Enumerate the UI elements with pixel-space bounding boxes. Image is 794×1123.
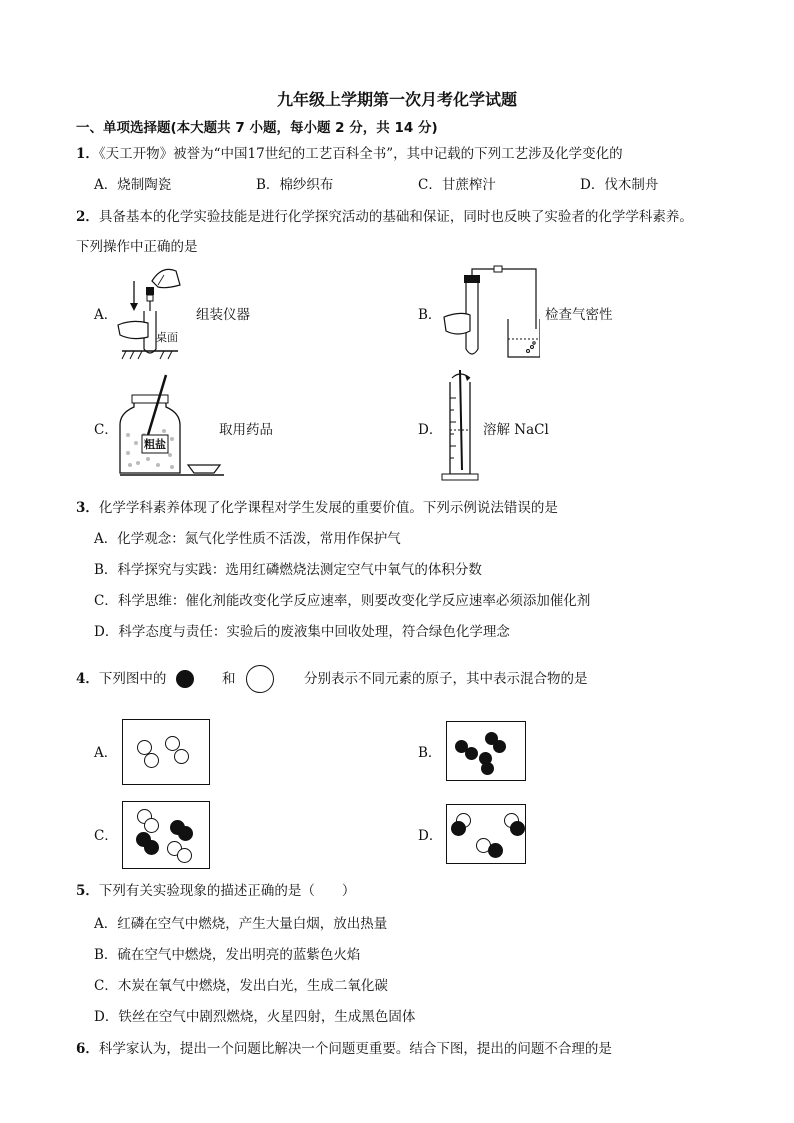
dissolve-nacl-figure (438, 368, 482, 484)
desk-label: 桌面 (156, 331, 178, 344)
option-c: C．木炭在氧气中燃烧，发出白光，生成二氧化碳 (94, 978, 388, 994)
atom (144, 753, 159, 768)
option-c: C．甘蔗榨汁 (418, 177, 496, 193)
question-text: 《天工开物》被誉为“中国17世纪的工艺百科全书”，其中记载的下列工艺涉及化学变化的 (98, 146, 623, 162)
atom (144, 818, 159, 833)
atom (488, 843, 503, 858)
option-c: C．科学思维：催化剂能改变化学反应速率，则要改变化学反应速率必须添加催化剂 (94, 593, 591, 609)
option-b-label: B． (418, 745, 442, 761)
option-d: D．铁丝在空气中剧烈燃烧，火星四射，生成黑色固体 (94, 1009, 416, 1025)
question-text: 下列有关实验现象的描述正确的是（ ） (98, 883, 356, 899)
option-b-label: B． (418, 307, 442, 323)
question-2-stem-line2: 下列操作中正确的是 (76, 239, 198, 255)
question-number: 3． (76, 500, 99, 516)
diagram-b (446, 721, 526, 781)
option-d-label: D． (418, 422, 443, 438)
black-atom-icon (176, 670, 194, 688)
question-number: 6． (76, 1041, 99, 1057)
question-text: 下列图中的 (98, 671, 167, 687)
atom (481, 762, 494, 775)
question-text: 分别表示不同元素的原子，其中表示混合物的是 (304, 671, 588, 687)
atom (493, 740, 506, 753)
atom (465, 747, 478, 760)
option-d: D．伐木制舟 (580, 177, 659, 193)
atom (174, 749, 189, 764)
question-3-stem (76, 499, 558, 517)
assemble-apparatus-figure (114, 263, 184, 363)
caption-b: 检查气密性 (545, 307, 613, 323)
caption-c: 取用药品 (219, 422, 273, 438)
atom (177, 848, 192, 863)
atom (178, 826, 193, 841)
airtightness-check-figure (440, 265, 540, 361)
option-a-label: A． (94, 745, 118, 761)
option-a: A．化学观念：氮气化学性质不活泼，常用作保护气 (94, 531, 401, 547)
question-number: 1． (76, 146, 99, 162)
question-text: 科学家认为，提出一个问题比解决一个问题更重要。结合下图，提出的问题不合理的是 (98, 1041, 612, 1057)
option-c-label: C． (94, 422, 118, 438)
question-number: 5． (76, 883, 99, 899)
page-title: 九年级上学期第一次月考化学试题 (276, 90, 517, 109)
diagram-a (122, 719, 210, 785)
question-4-stem (76, 670, 166, 688)
caption-a: 组装仪器 (196, 307, 250, 323)
option-b: B．科学探究与实践：选用红磷燃烧法测定空气中氧气的体积分数 (94, 562, 482, 578)
section-heading: 一、单项选择题(本大题共 7 小题，每小题 2 分，共 14 分) (76, 120, 438, 136)
atom (144, 840, 159, 855)
question-1-stem (76, 145, 623, 163)
option-b: B．硫在空气中燃烧，发出明亮的蓝紫色火焰 (94, 947, 361, 963)
caption-d: 溶解 NaCl (483, 422, 549, 438)
question-number: 4． (76, 671, 99, 687)
diagram-c (122, 801, 210, 869)
option-d: D．科学态度与责任：实验后的废液集中回收处理，符合绿色化学理念 (94, 624, 510, 640)
atom (451, 821, 466, 836)
question-text: 具备基本的化学实验技能是进行化学探究活动的基础和保证，同时也反映了实验者的化学学科素养。 (98, 209, 693, 225)
option-c-label: C． (94, 828, 118, 844)
white-atom-icon (246, 665, 274, 693)
option-a-label: A． (94, 307, 118, 323)
atom (510, 821, 525, 836)
question-2-stem (76, 208, 693, 226)
reagent-label: 粗盐 (144, 438, 166, 451)
take-reagent-figure (114, 373, 226, 481)
diagram-d (446, 804, 526, 864)
question-text: 化学学科素养体现了化学课程对学生发展的重要价值。下列示例说法错误的是 (98, 500, 558, 516)
option-d-label: D． (418, 828, 443, 844)
option-b: B．棉纱织布 (256, 177, 334, 193)
option-a: A．烧制陶瓷 (94, 177, 172, 193)
question-number: 2． (76, 209, 99, 225)
question-text: 和 (222, 671, 236, 687)
question-5-stem (76, 882, 355, 900)
option-a: A．红磷在空气中燃烧，产生大量白烟，放出热量 (94, 916, 388, 932)
question-6-stem (76, 1040, 612, 1058)
